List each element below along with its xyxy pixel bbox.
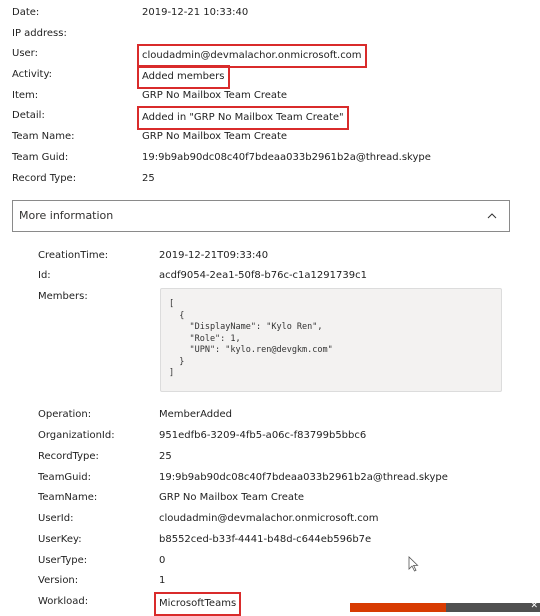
info-label: Id:	[38, 270, 51, 281]
detail-label: User:	[12, 48, 38, 59]
notification-banner	[350, 603, 540, 612]
info-value: acdf9054-2ea1-50f8-b76c-c1a1291739c1	[159, 270, 367, 281]
detail-label: Team Guid:	[12, 152, 69, 163]
info-row-team-guid	[38, 468, 518, 488]
info-row-organization-id	[38, 426, 518, 446]
info-value: cloudadmin@devmalachor.onmicrosoft.com	[159, 513, 379, 524]
detail-label: Date:	[12, 7, 40, 18]
info-value: 2019-12-21T09:33:40	[159, 250, 269, 261]
info-value-highlighted: MicrosoftTeams	[154, 592, 241, 616]
info-label: TeamGuid:	[38, 472, 92, 483]
info-row-operation	[38, 405, 518, 425]
detail-row-record-type	[12, 169, 532, 189]
info-label: Workload:	[38, 596, 89, 607]
detail-row-team-guid	[12, 148, 532, 168]
detail-row-detail	[12, 106, 532, 126]
info-row-user-id	[38, 509, 518, 529]
detail-value: 25	[142, 173, 155, 184]
detail-value: GRP No Mailbox Team Create	[142, 90, 288, 101]
info-row-creation-time	[38, 246, 518, 266]
detail-row-date	[12, 3, 532, 23]
detail-row-team-name	[12, 127, 532, 147]
info-label: Version:	[38, 575, 79, 586]
info-value: 951edfb6-3209-4fb5-a06c-f83799b5bbc6	[159, 430, 367, 441]
info-row-id	[38, 266, 518, 286]
detail-label: IP address:	[12, 28, 67, 39]
info-label: UserType:	[38, 555, 88, 566]
detail-row-user	[12, 44, 532, 64]
info-label: UserKey:	[38, 534, 82, 545]
detail-value-highlighted: Added in "GRP No Mailbox Team Create"	[137, 106, 349, 130]
info-row-user-type	[38, 551, 518, 571]
detail-label: Activity:	[12, 69, 53, 80]
info-row-team-name	[38, 488, 518, 508]
info-value: GRP No Mailbox Team Create	[159, 492, 305, 503]
detail-row-ip	[12, 24, 532, 44]
info-label: TeamName:	[38, 492, 98, 503]
banner-accent	[350, 603, 446, 612]
detail-value: 2019-12-21 10:33:40	[142, 7, 249, 18]
info-label: RecordType:	[38, 451, 99, 462]
info-value: 1	[159, 575, 166, 586]
info-label: OrganizationId:	[38, 430, 115, 441]
members-json-block: [ { "DisplayName": "Kylo Ren", "Role": 1, "UPN": "kylo.ren@devgkm.com" } ]	[160, 288, 502, 392]
detail-value: GRP No Mailbox Team Create	[142, 131, 288, 142]
info-label: UserId:	[38, 513, 74, 524]
info-value: b8552ced-b33f-4441-b48d-c644eb596b7e	[159, 534, 372, 545]
info-row-user-key	[38, 530, 518, 550]
info-row-version	[38, 571, 518, 591]
detail-row-activity	[12, 65, 532, 85]
info-label: Operation:	[38, 409, 92, 420]
info-value: 19:9b9ab90dc08c40f7bdeaa033b2961b2a@thread.skype	[159, 472, 448, 483]
chevron-up-icon[interactable]	[487, 211, 497, 221]
detail-value-highlighted: Added members	[137, 65, 230, 89]
detail-value: 19:9b9ab90dc08c40f7bdeaa033b2961b2a@thread.skype	[142, 152, 431, 163]
info-label: Members:	[38, 291, 88, 302]
mouse-cursor-icon	[408, 556, 420, 572]
detail-row-item	[12, 86, 532, 106]
info-value: 0	[159, 555, 166, 566]
detail-label: Detail:	[12, 110, 45, 121]
detail-label: Record Type:	[12, 173, 77, 184]
info-row-record-type	[38, 447, 518, 467]
detail-label: Item:	[12, 90, 39, 101]
more-information-expander[interactable]	[12, 200, 510, 232]
detail-label: Team Name:	[12, 131, 75, 142]
info-label: CreationTime:	[38, 250, 109, 261]
close-icon[interactable]: ✕	[530, 601, 538, 611]
banner-body	[446, 603, 540, 612]
detail-value-highlighted: cloudadmin@devmalachor.onmicrosoft.com	[137, 44, 367, 68]
info-value: 25	[159, 451, 172, 462]
info-value: MemberAdded	[159, 409, 232, 420]
more-information-label: More information	[19, 209, 114, 222]
